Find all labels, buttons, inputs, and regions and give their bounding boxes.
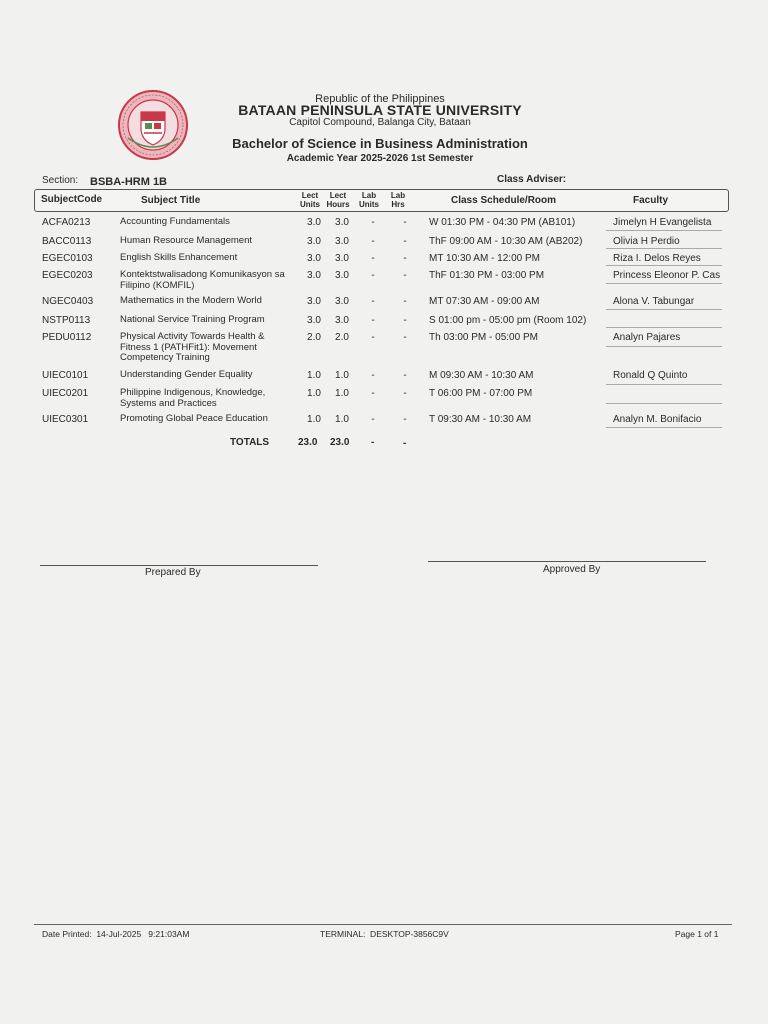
section-label: Section: bbox=[42, 175, 79, 186]
page-number: Page 1 of 1 bbox=[675, 929, 719, 939]
faculty-underline bbox=[606, 265, 722, 266]
subject-code: UIEC0301 bbox=[42, 414, 89, 425]
class-adviser-label: Class Adviser: bbox=[497, 174, 567, 185]
lect-units: 3.0 bbox=[307, 236, 321, 247]
subject-title: Promoting Global Peace Education bbox=[120, 413, 268, 424]
subject-title: Physical Activity Towards Health & Fitness 1 (PATHFit1): Movement Competency Training bbox=[120, 331, 265, 363]
col-faculty: Faculty bbox=[633, 195, 669, 206]
lab-hrs: - bbox=[403, 236, 407, 247]
lab-hrs: - bbox=[403, 370, 407, 381]
prepared-signature-line bbox=[40, 565, 318, 566]
faculty-underline bbox=[606, 346, 722, 347]
academic-year: Academic Year 2025-2026 1st Semester bbox=[286, 153, 474, 164]
lect-hours: 3.0 bbox=[335, 217, 349, 228]
subject-title: Philippine Indigenous, Knowledge, Systems and Practices bbox=[120, 387, 266, 409]
schedule: T 06:00 PM - 07:00 PM bbox=[429, 388, 533, 399]
lab-units: - bbox=[371, 332, 375, 343]
faculty: Jimelyn H Evangelista bbox=[613, 217, 712, 228]
lect-hours: 3.0 bbox=[335, 253, 349, 264]
lab-hrs: - bbox=[403, 414, 407, 425]
faculty-underline bbox=[606, 230, 722, 231]
subject-title: Accounting Fundamentals bbox=[120, 216, 230, 227]
lect-units: 3.0 bbox=[307, 217, 321, 228]
faculty-underline bbox=[606, 248, 722, 249]
faculty-underline bbox=[606, 283, 722, 284]
col-lect-hours: Lect Hours bbox=[326, 191, 350, 209]
totals-lect-units: 23.0 bbox=[298, 437, 318, 448]
faculty-underline bbox=[606, 384, 722, 385]
col-subject-title: Subject Title bbox=[141, 195, 201, 206]
lab-units: - bbox=[371, 388, 375, 399]
lect-hours: 3.0 bbox=[335, 315, 349, 326]
col-schedule: Class Schedule/Room bbox=[451, 195, 557, 206]
faculty: Analyn Pajares bbox=[613, 332, 681, 343]
totals-lect-hours: 23.0 bbox=[330, 437, 350, 448]
program-title: Bachelor of Science in Business Administration bbox=[232, 136, 528, 151]
subject-code: NGEC0403 bbox=[42, 296, 94, 307]
subject-title: Human Resource Management bbox=[120, 235, 253, 246]
lab-hrs: - bbox=[403, 388, 407, 399]
subject-title: Kontektstwalisadong Komunikasyon sa Filipino (KOMFIL) bbox=[120, 269, 285, 291]
prepared-by-label: Prepared By bbox=[145, 567, 201, 578]
subject-code: EGEC0103 bbox=[42, 253, 93, 264]
approved-by-label: Approved By bbox=[543, 564, 601, 575]
faculty: Ronald Q Quinto bbox=[613, 370, 688, 381]
subject-code: ACFA0213 bbox=[42, 217, 91, 228]
republic-text: Republic of the Philippines bbox=[315, 93, 445, 105]
subject-code: UIEC0201 bbox=[42, 388, 89, 399]
approved-signature-line bbox=[428, 561, 706, 562]
lab-hrs: - bbox=[403, 253, 407, 264]
subject-title: National Service Training Program bbox=[120, 314, 265, 325]
lect-units: 1.0 bbox=[307, 414, 321, 425]
lab-hrs: - bbox=[403, 332, 407, 343]
totals-lab-hrs: - bbox=[403, 438, 407, 449]
lab-units: - bbox=[371, 217, 375, 228]
lect-hours: 1.0 bbox=[335, 414, 349, 425]
lect-hours: 3.0 bbox=[335, 236, 349, 247]
schedule: Th 03:00 PM - 05:00 PM bbox=[429, 332, 538, 343]
lect-hours: 3.0 bbox=[335, 270, 349, 281]
lab-hrs: - bbox=[403, 315, 407, 326]
lect-units: 3.0 bbox=[307, 253, 321, 264]
schedule: MT 07:30 AM - 09:00 AM bbox=[429, 296, 540, 307]
lect-units: 3.0 bbox=[307, 296, 321, 307]
schedule: ThF 01:30 PM - 03:00 PM bbox=[429, 270, 545, 281]
lect-units: 3.0 bbox=[307, 315, 321, 326]
lab-units: - bbox=[371, 236, 375, 247]
col-lab-hrs: Lab Hrs bbox=[390, 191, 406, 209]
faculty: Alona V. Tabungar bbox=[613, 296, 695, 307]
faculty: Olivia H Perdio bbox=[613, 236, 680, 247]
col-lab-units: Lab Units bbox=[359, 191, 379, 209]
lect-units: 1.0 bbox=[307, 370, 321, 381]
schedule: MT 10:30 AM - 12:00 PM bbox=[429, 253, 540, 264]
table-header bbox=[34, 189, 729, 212]
totals-lab-units: - bbox=[371, 437, 375, 448]
lab-units: - bbox=[371, 296, 375, 307]
university-name: BATAAN PENINSULA STATE UNIVERSITY bbox=[238, 102, 522, 118]
subject-code: BACC0113 bbox=[42, 236, 92, 247]
subject-code: NSTP0113 bbox=[42, 315, 91, 326]
lect-hours: 3.0 bbox=[335, 296, 349, 307]
faculty-underline bbox=[606, 427, 722, 428]
terminal-id: TERMINAL: DESKTOP-3856C9V bbox=[320, 929, 449, 939]
section-value: BSBA-HRM 1B bbox=[90, 176, 167, 188]
lect-hours: 1.0 bbox=[335, 388, 349, 399]
faculty: Riza I. Delos Reyes bbox=[613, 253, 701, 264]
lab-units: - bbox=[371, 315, 375, 326]
faculty: Princess Eleonor P. Cas bbox=[613, 270, 721, 281]
lab-units: - bbox=[371, 270, 375, 281]
footer-divider bbox=[34, 924, 732, 925]
lab-units: - bbox=[371, 414, 375, 425]
faculty-underline bbox=[606, 309, 722, 310]
lect-hours: 1.0 bbox=[335, 370, 349, 381]
faculty-underline bbox=[606, 403, 722, 404]
faculty: Analyn M. Bonifacio bbox=[613, 414, 702, 425]
lab-hrs: - bbox=[403, 217, 407, 228]
subject-code: EGEC0203 bbox=[42, 270, 93, 281]
schedule: W 01:30 PM - 04:30 PM (AB101) bbox=[429, 217, 576, 228]
lab-hrs: - bbox=[403, 296, 407, 307]
lab-hrs: - bbox=[403, 270, 407, 281]
faculty-underline bbox=[606, 327, 722, 328]
subject-code: UIEC0101 bbox=[42, 370, 89, 381]
schedule: M 09:30 AM - 10:30 AM bbox=[429, 370, 534, 381]
schedule: T 09:30 AM - 10:30 AM bbox=[429, 414, 532, 425]
lect-units: 2.0 bbox=[307, 332, 321, 343]
lab-units: - bbox=[371, 370, 375, 381]
lect-units: 3.0 bbox=[307, 270, 321, 281]
lect-units: 1.0 bbox=[307, 388, 321, 399]
schedule: ThF 09:00 AM - 10:30 AM (AB202) bbox=[429, 236, 583, 247]
subject-title: Understanding Gender Equality bbox=[120, 369, 253, 380]
university-address: Capitol Compound, Balanga City, Bataan bbox=[289, 117, 471, 128]
col-lect-units: Lect Units bbox=[300, 191, 320, 209]
subject-title: Mathematics in the Modern World bbox=[120, 295, 262, 306]
subject-code: PEDU0112 bbox=[42, 332, 92, 343]
lab-units: - bbox=[371, 253, 375, 264]
schedule: S 01:00 pm - 05:00 pm (Room 102) bbox=[429, 315, 587, 326]
subject-title: English Skills Enhancement bbox=[120, 252, 238, 263]
lect-hours: 2.0 bbox=[335, 332, 349, 343]
totals-label: TOTALS bbox=[230, 437, 270, 448]
date-printed: Date Printed: 14-Jul-2025 9:21:03AM bbox=[42, 929, 190, 939]
col-subject-code: SubjectCode bbox=[41, 194, 103, 205]
